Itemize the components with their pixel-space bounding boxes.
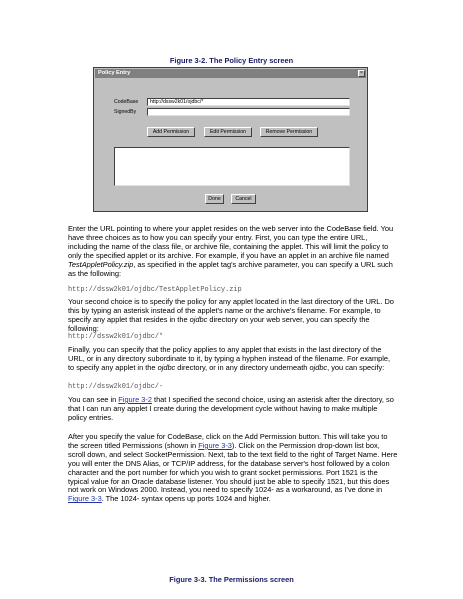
codebase-label: CodeBase [114,99,139,105]
link-figure-3-3-second[interactable]: Figure 3-3 [68,494,102,504]
close-button[interactable] [358,70,365,77]
paragraph-second-choice-used: You can see in Figure 3-2 that I specified the second choice, using an asterisk after the directory, so that I can run any applet I create during the development cycle without having to make multiple policy entries. [68,395,394,422]
figure-3-3-caption: Figure 3-3. The Permissions screen [169,575,294,584]
figure-3-2-caption: Figure 3-2. The Policy Entry screen [169,56,294,65]
signedby-input[interactable] [147,108,350,116]
close-icon: × [359,70,364,76]
paragraph-codebase-intro: Enter the URL pointing to where your applet resides on the web server into the CodeBase field. You have three choices as to how you can specify your entry. First, you can type the entire URL, including the name of the class file, or archive file, containing the applet. This will limit the policy to only the specified applet or its archive. For example, if you have an applet in an archive file named TestAppletPolicy.zip, as specified in the applet tag's archive parameter, you can specify a URL such as the following: [68,224,394,278]
code-example-full-url: http://dssw2k01/ojdbc/TestAppletPolicy.zip [68,286,242,294]
code-example-asterisk: http://dssw2k01/ojdbc/* [68,333,164,341]
edit-permission-button[interactable]: Edit Permission [204,127,252,137]
link-figure-3-2[interactable]: Figure 3-2 [118,395,152,404]
policy-entry-dialog [93,67,368,212]
paragraph-second-choice: Your second choice is to specify the policy for any applet located in the last directory of the URL. Do this by typing an asterisk instead of the applet's name or the archive's filename. For example, to specify any applet that resides in the ojdbc directory on your web server, you can specify the following: [68,297,394,333]
code-example-hyphen: http://dssw2k01/ojdbc/- [68,383,164,391]
paragraph-third-choice: Finally, you can specify that the policy applies to any applet that exists in the last directory of the URL, or in any directory subordinate to it, by typing a hyphen instead of the filename. For example, to specify any applet in the ojdbc directory, or in any directory underneath ojdbc, you can specify: [68,345,391,372]
remove-permission-button[interactable]: Remove Permission [260,127,318,137]
add-permission-button[interactable]: Add Permission [147,127,195,137]
cancel-button[interactable]: Cancel [231,194,256,204]
dialog-title: Policy Entry [98,70,131,76]
paragraph-add-permission: After you specify the value for CodeBase, click on the Add Permission button. This will take you to the screen titled Permissions (shown in Figure 3-3). Click on the Permission drop-down list box, scroll down, and select SocketPermission. Next, tab to the text field to the right of Target Name. Here you will enter the DNS Alias, or TCP/IP address, for the database server's host followed by a colon character and the port number for which you wish to grant socket permissions. Port 1521 is the typical value for an Oracle database listener. You should just be able to specify 1521, but this does not work on Windows 2000. Instead, you need to specify 1024- as a workaround, as I've done in Figure 3-3. The 1024- syntax opens up ports 1024 and higher. [68,432,398,504]
done-button[interactable]: Done [205,194,224,204]
dialog-titlebar [95,69,366,78]
link-figure-3-3[interactable]: Figure 3-3 [198,440,232,450]
signedby-label: SignedBy [114,109,137,115]
codebase-input[interactable]: http://dssw2k01/ojdbc/* [147,98,350,106]
permissions-list[interactable] [114,147,350,186]
